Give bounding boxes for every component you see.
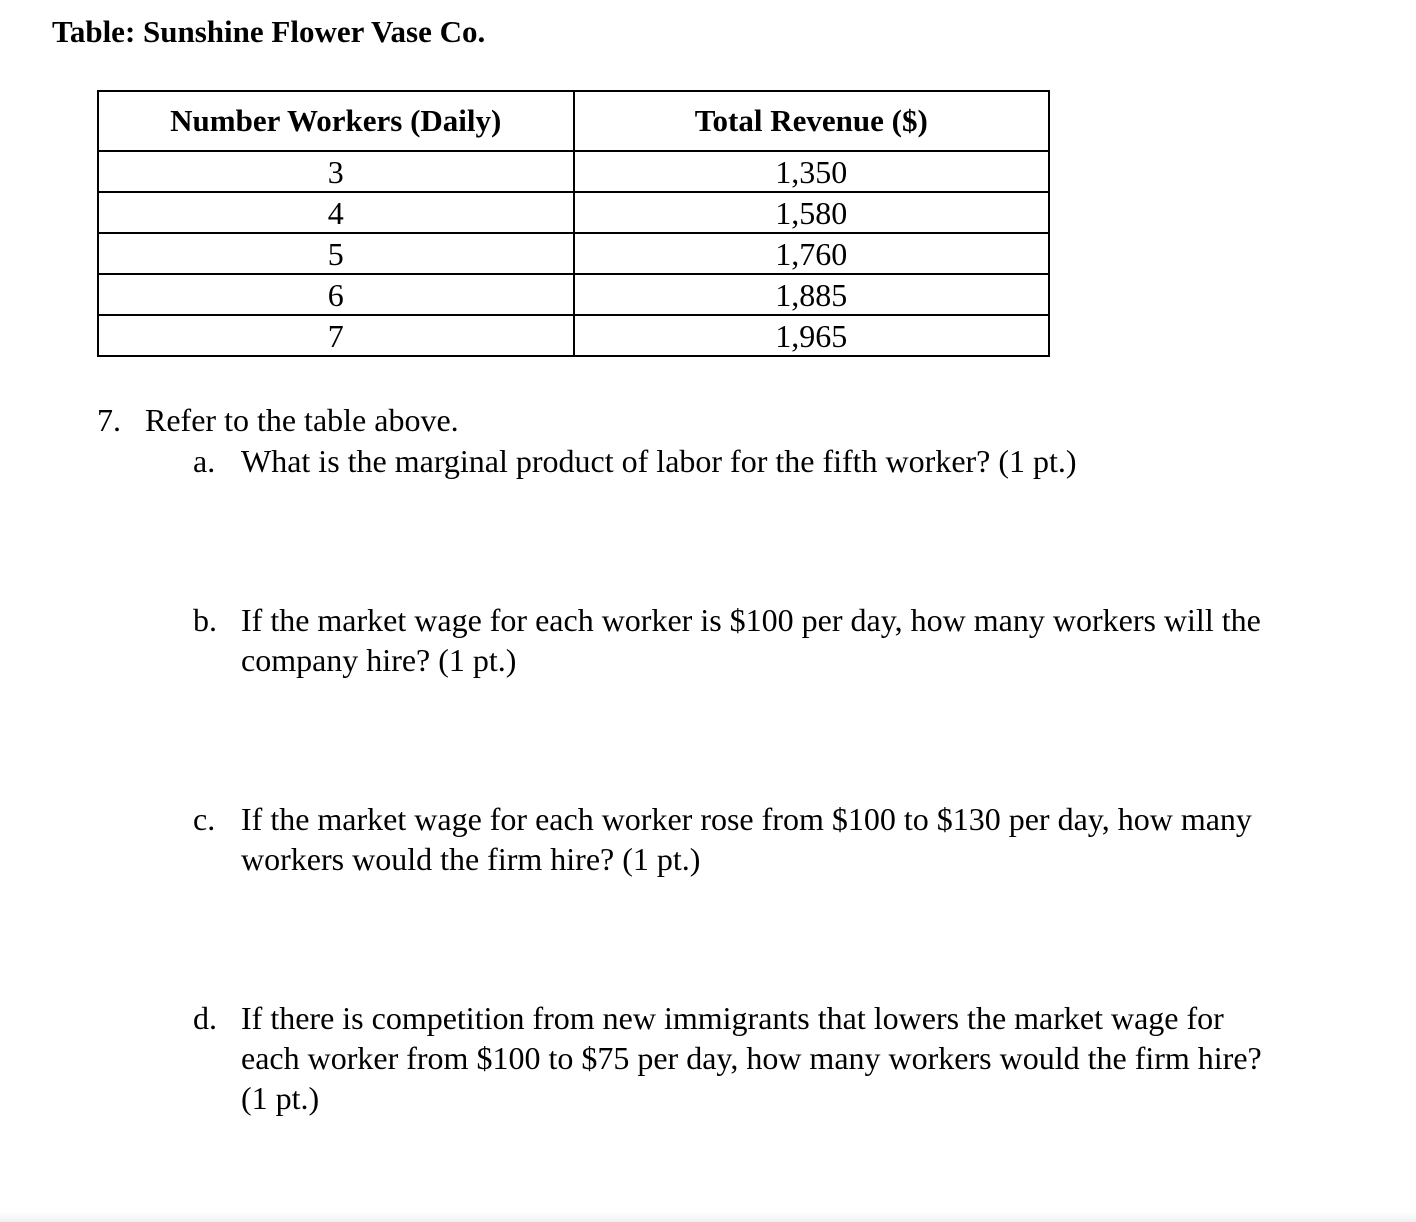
table-row — [98, 315, 1049, 356]
part-letter: a. — [193, 443, 216, 479]
part-text: If there is competition from new immigrants that lowers the market wage for each worker from $100 to $75 per day, how many workers would the firm hire? (1 pt.) — [241, 1000, 1262, 1116]
table-title: Table: Sunshine Flower Vase Co. — [52, 14, 486, 49]
table-row — [98, 151, 1049, 192]
part-letter: c. — [193, 801, 216, 837]
cell-revenue: 1,760 — [574, 233, 1050, 274]
header-revenue: Total Revenue ($) — [574, 91, 1050, 151]
revenue-table — [97, 90, 1050, 357]
table-row — [98, 233, 1049, 274]
part-letter: d. — [193, 1000, 217, 1036]
cell-workers: 6 — [98, 274, 574, 315]
cell-workers: 7 — [98, 315, 574, 356]
part-letter: b. — [193, 602, 217, 638]
cell-workers: 3 — [98, 151, 574, 192]
table-row — [98, 192, 1049, 233]
cell-workers: 4 — [98, 192, 574, 233]
table-row — [98, 274, 1049, 315]
header-workers: Number Workers (Daily) — [98, 91, 574, 151]
table-header-row — [98, 91, 1049, 151]
part-text: What is the marginal product of labor for the fifth worker? (1 pt.) — [241, 443, 1077, 479]
cell-revenue: 1,350 — [574, 151, 1050, 192]
cell-revenue: 1,885 — [574, 274, 1050, 315]
question-number: 7. — [97, 402, 121, 438]
part-text: If the market wage for each worker is $100 per day, how many workers will the company hire? (1 pt.) — [241, 602, 1261, 678]
question-7 — [97, 400, 459, 440]
cell-workers: 5 — [98, 233, 574, 274]
cell-revenue: 1,580 — [574, 192, 1050, 233]
part-text: If the market wage for each worker rose from $100 to $130 per day, how many workers would the firm hire? (1 pt.) — [241, 801, 1252, 877]
question-prompt: Refer to the table above. — [145, 402, 459, 438]
bottom-edge-shadow — [0, 1212, 1416, 1222]
cell-revenue: 1,965 — [574, 315, 1050, 356]
